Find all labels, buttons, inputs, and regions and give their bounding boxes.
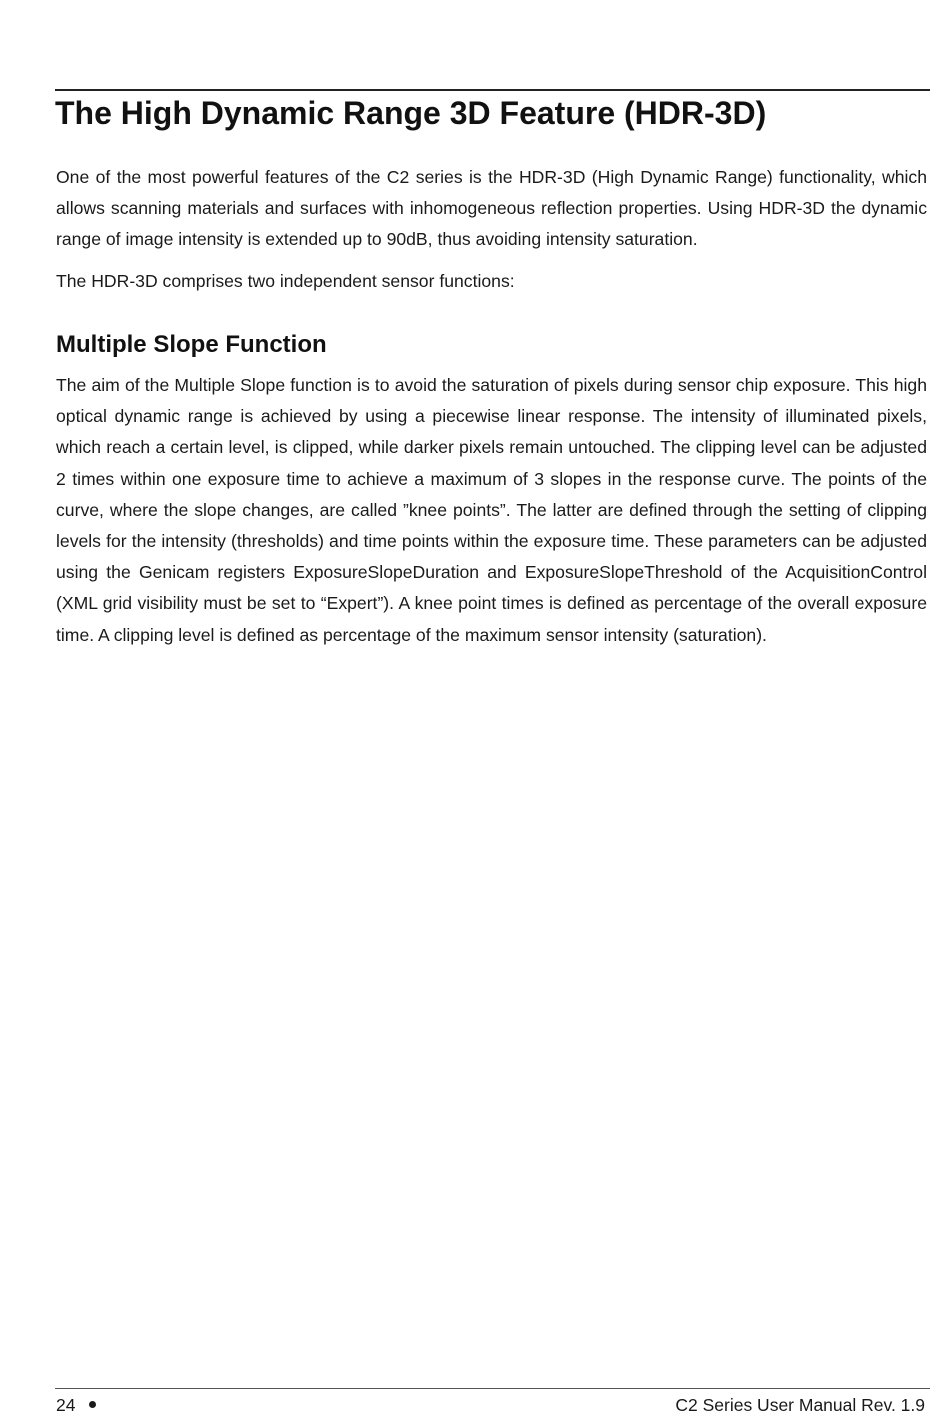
intro-paragraph: One of the most powerful features of the C2 series is the HDR-3D (High Dynamic Range) functionality, which allows scanning materials and surfaces with inhomogeneous reflection properties. Using HDR-3D the dynamic range of image intensity is extended up to 90dB, thus avoiding intensity saturation. bbox=[56, 167, 927, 250]
section-paragraph: The aim of the Multiple Slope function is to avoid the saturation of pixels during sensor chip exposure. This high optical dynamic range is achieved by using a piecewise linear response. The intensity of illuminated pixels, which reach a certain level, is clipped, while darker pixels remain untouched. The clipping level can be adjusted 2 times within one exposure time to achieve a maximum of 3 slopes in the response curve. The points of the curve, where the slope changes, are called ”knee points”. The latter are defined through the setting of clipping levels for the intensity (thresholds) and time points within the exposure time. These parameters can be adjusted using the Genicam registers ExposureSlopeDuration and ExposureSlopeThreshold of the AcquisitionControl (XML grid visibility must be set to “Expert”). A knee point times is defined as percentage of the overall exposure time. A clipping level is defined as percentage of the maximum sensor intensity (saturation). bbox=[56, 375, 927, 645]
footer-page-info bbox=[56, 1393, 96, 1417]
footer-rule bbox=[55, 1388, 930, 1389]
manual-title: C2 Series User Manual Rev. 1.9 bbox=[675, 1395, 925, 1415]
components-paragraph: The HDR-3D comprises two independent sensor functions: bbox=[56, 271, 515, 291]
page-footer bbox=[56, 1393, 925, 1419]
page-number: 24 bbox=[56, 1395, 76, 1415]
page-title: The High Dynamic Range 3D Feature (HDR-3D) bbox=[55, 95, 767, 131]
section-heading: Multiple Slope Function bbox=[56, 331, 327, 358]
bullet-icon bbox=[89, 1401, 96, 1408]
title-rule bbox=[55, 89, 930, 91]
